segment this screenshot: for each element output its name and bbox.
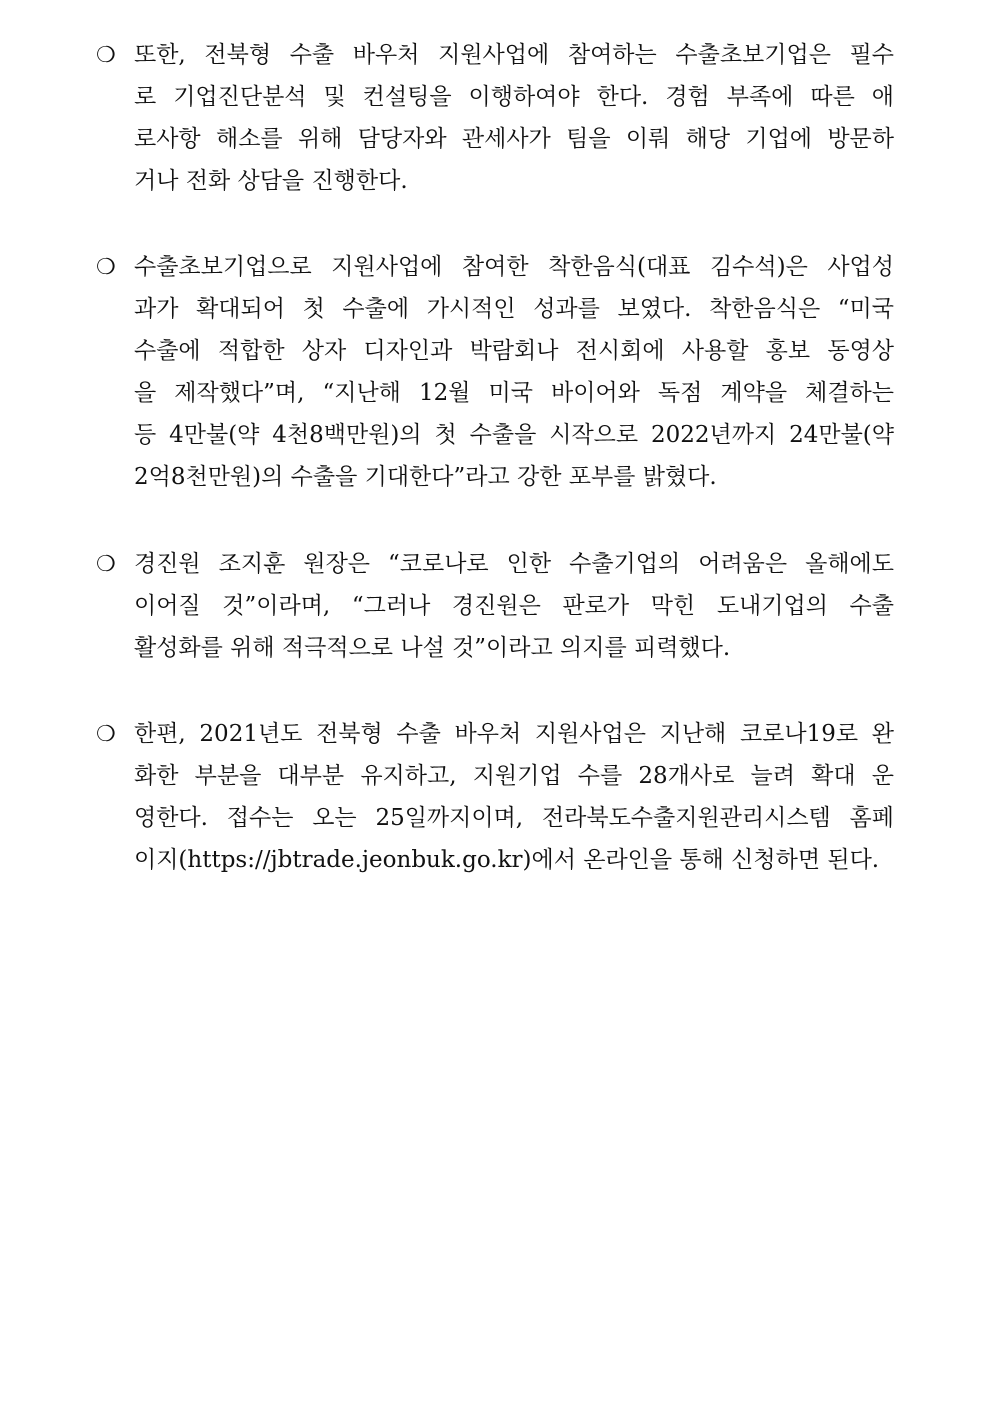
paragraph-line: 활성화를 위해 적극적으로 나설 것”이라고 의지를 피력했다. [134, 635, 731, 661]
paragraph-line: 수출초보기업으로 지원사업에 참여한 착한음식(대표 김수석)은 사업성 [134, 254, 894, 280]
circle-bullet-icon: ❍ [96, 255, 116, 280]
paragraph-line: 화한 부분을 대부분 유지하고, 지원기업 수를 28개사로 늘려 확대 운 [134, 763, 894, 789]
paragraph-line: 이지(https://jbtrade.jeonbuk.go.kr)에서 온라인을 통해 신청하면 된다. [134, 847, 880, 873]
paragraph-application-info [96, 713, 898, 883]
paragraph-training-support [96, 34, 898, 204]
paragraph-line: 이어질 것”이라며, “그러나 경진원은 판로가 막힌 도내기업의 수출 [134, 593, 894, 619]
paragraph-line: 등 4만불(약 4천8백만원)의 첫 수출을 시작으로 2022년까지 24만불(약 [134, 422, 894, 448]
paragraph-company-case [96, 246, 898, 500]
paragraph-line: 수출에 적합한 상자 디자인과 박람회나 전시회에 사용할 홍보 동영상 [134, 338, 894, 364]
paragraph-line: 경진원 조지훈 원장은 “코로나로 인한 수출기업의 어려움은 올해에도 [134, 551, 894, 577]
paragraph-line: 또한, 전북형 수출 바우처 지원사업에 참여하는 수출초보기업은 필수 [134, 42, 894, 68]
paragraph-line: 로사항 해소를 위해 담당자와 관세사가 팀을 이뤄 해당 기업에 방문하 [134, 126, 894, 152]
paragraph-line: 한편, 2021년도 전북형 수출 바우처 지원사업은 지난해 코로나19로 완 [134, 721, 894, 747]
paragraph-line: 거나 전화 상담을 진행한다. [134, 168, 408, 194]
paragraph-line: 영한다. 접수는 오는 25일까지이며, 전라북도수출지원관리시스템 홈페 [134, 805, 894, 831]
paragraph-line: 로 기업진단분석 및 컨설팅을 이행하여야 한다. 경험 부족에 따른 애 [134, 84, 894, 110]
paragraph-line: 과가 확대되어 첫 수출에 가시적인 성과를 보였다. 착한음식은 “미국 [134, 296, 894, 322]
circle-bullet-icon: ❍ [96, 552, 116, 577]
paragraph-line: 을 제작했다”며, “지난해 12월 미국 바이어와 독점 계약을 체결하는 [134, 380, 894, 406]
paragraph-line: 2억8천만원)의 수출을 기대한다”라고 강한 포부를 밝혔다. [134, 464, 717, 490]
circle-bullet-icon: ❍ [96, 722, 116, 747]
circle-bullet-icon: ❍ [96, 43, 116, 68]
paragraph-director-quote [96, 543, 898, 671]
